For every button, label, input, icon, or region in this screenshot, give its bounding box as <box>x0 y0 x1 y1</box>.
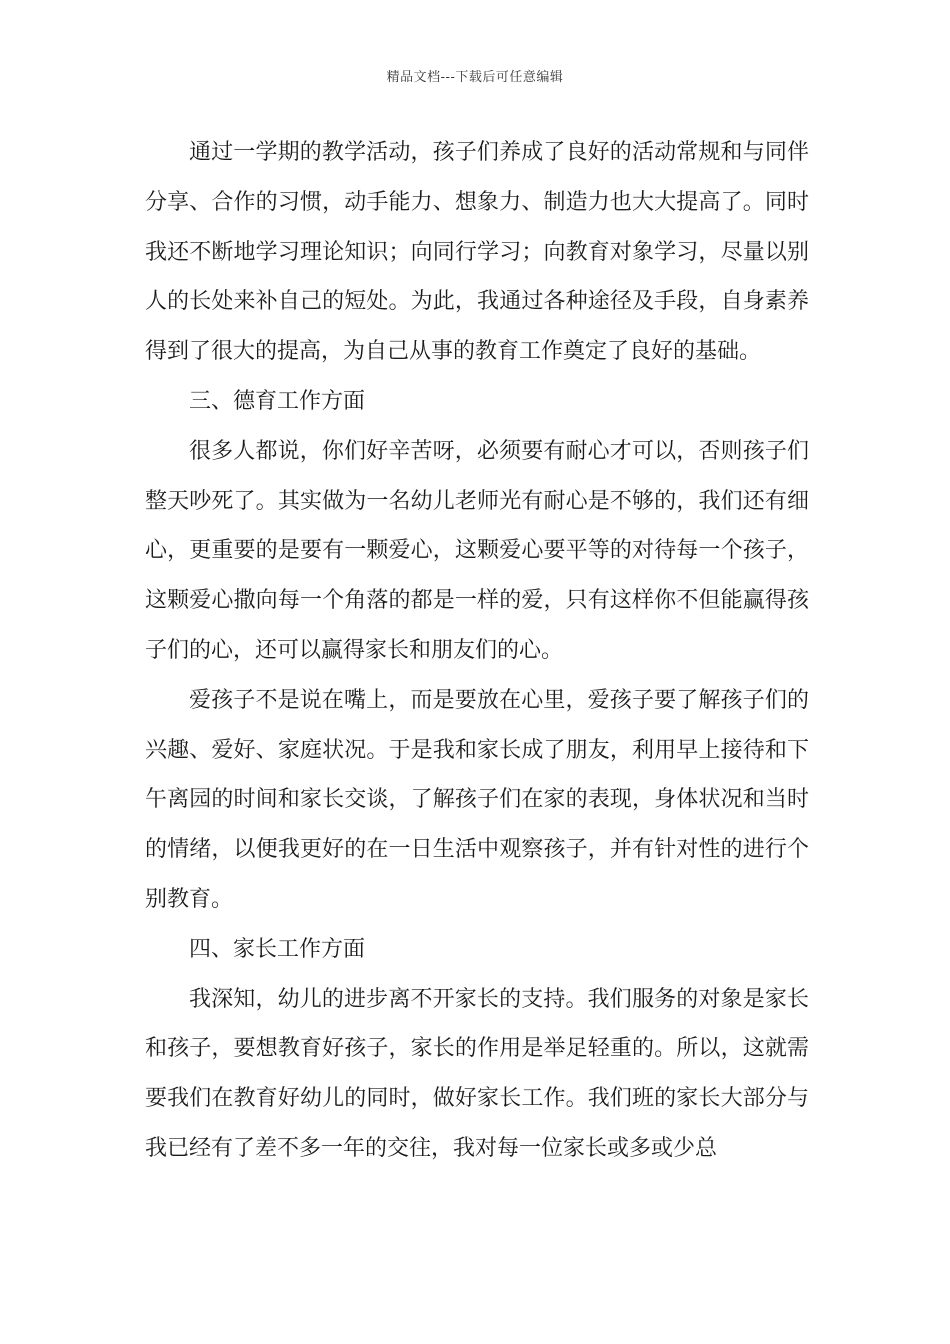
section-heading-parent-work: 四、家长工作方面 <box>189 936 366 962</box>
document-body <box>145 128 809 1174</box>
paragraph-understanding-children: 爱孩子不是说在嘴上，而是要放在心里，爱孩子要了解孩子们的兴趣、爱好、家庭状况。于是我和家长成了朋友，利用早上接待和下午离园的时间和家长交谈，了解孩子们在家的表现，身体状况和当时的情绪，以便我更好的在一日生活中观察孩子，并有针对性的进行个别教育。 <box>145 687 809 912</box>
paragraph-patience-and-love: 很多人都说，你们好辛苦呀，必须要有耐心才可以，否则孩子们整天吵死了。其实做为一名幼儿老师光有耐心是不够的，我们还有细心，更重要的是要有一颗爱心，这颗爱心要平等的对待每一个孩子，这颗爱心撒向每一个角落的都是一样的爱，只有这样你不但能赢得孩子们的心，还可以赢得家长和朋友们的心。 <box>145 438 809 663</box>
paragraph-teaching-summary: 通过一学期的教学活动，孩子们养成了良好的活动常规和与同伴分享、合作的习惯，动手能力、想象力、制造力也大大提高了。同时我还不断地学习理论知识；向同行学习；向教育对象学习，尽量以别人的长处来补自己的短处。为此，我通过各种途径及手段，自身素养得到了很大的提高，为自己从事的教育工作奠定了良好的基础。 <box>145 140 809 365</box>
section-heading-moral-education: 三、德育工作方面 <box>189 388 366 414</box>
paragraph-parent-support: 我深知，幼儿的进步离不开家长的支持。我们服务的对象是家长和孩子，要想教育好孩子，家长的作用是举足轻重的。所以，这就需要我们在教育好幼儿的同时，做好家长工作。我们班的家长大部分与我已经有了差不多一年的交往，我对每一位家长或多或少总 <box>145 986 809 1161</box>
page-header: 精品文档---下载后可任意编辑 <box>386 70 564 85</box>
